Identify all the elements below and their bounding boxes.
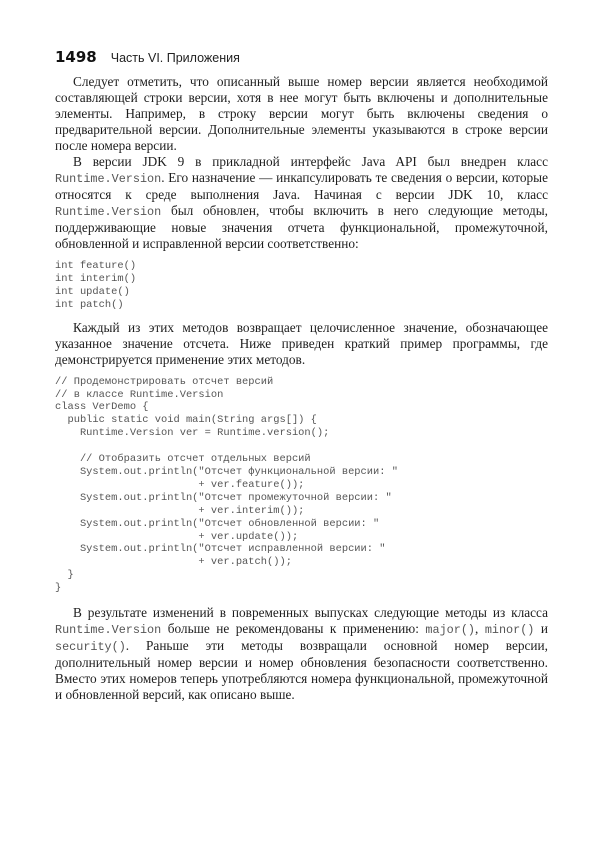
paragraph-runtime-version [55, 154, 548, 252]
text-run: больше не рекомендованы к применению: [161, 621, 426, 637]
text-run: и [534, 621, 548, 637]
paragraph-deprecated-methods [55, 605, 548, 703]
text-run: . Его назначение — инкапсулировать те сведения о версии, которые относятся к среде выполнения Java. Начиная с версии JDK 10, класс [55, 170, 548, 202]
text-run: В версии JDK 9 в прикладной интерфейс Java API был внедрен класс [73, 154, 548, 169]
page-number: 1498 [55, 48, 97, 66]
code-inline: security() [55, 640, 126, 655]
paragraph-version-elements: Следует отметить, что описанный выше номер версии является необходимой составляющей строки версии, хотя в нее могут быть включены и дополнительные элементы. Например, в строку версии могут быть включены сведения о предварительной версии. Дополнительные элементы указываются в строке версии после номера версии. [55, 74, 548, 153]
text-run: В результате изменений в повременных выпусках следующие методы из класса [73, 605, 548, 621]
text-run: был обновлен, чтобы включить в него следующие методы, поддерживающие новые значения отчета функциональной, промежуточной, обновленной и исправленной версии соответственно: [55, 203, 548, 251]
page-body [55, 74, 548, 703]
running-header [55, 48, 240, 68]
code-inline: Runtime.Version [55, 172, 162, 186]
paragraph-methods-return: Каждый из этих методов возвращает целочисленное значение, обозначающее указанное значение отсчета. Ниже приведен краткий пример программы, где демонстрируется применение этих методов. [55, 319, 548, 367]
code-inline: Runtime.Version [55, 205, 162, 219]
code-listing-verdemo: // Продемонстрировать отсчет версий // в классе Runtime.Version class VerDemo { public static void main(String args[]) { Runtime.Version ver = Runtime.version(); // Отобразить отсчет отдельных версий System.out.println("Отсчет функциональной версии: " + ver.feature()); System.out.println("Отсчет промежуточной версии: " + ver.interim()); System.out.println("Отсчет обновленной версии: " + ver.update()); System.out.println("Отсчет исправленной версии: " + ver.patch()); } } [55, 375, 398, 595]
text-run: . Раньше эти методы возвращали основной номер версии, дополнительный номер версии и номер обновления безопасности соответственно. Вместо этих номеров теперь употребляются номера функциональной, промежуточной и обновленной версий, как описано выше. [55, 638, 548, 703]
part-title: Часть VI. Приложения [110, 51, 240, 65]
code-inline: Runtime.Version [55, 623, 162, 638]
code-listing-methods: int feature() int interim() int update() int patch() [55, 260, 137, 311]
code-inline: minor() [484, 623, 535, 638]
code-inline: major() [425, 623, 475, 638]
text-run: , [474, 621, 485, 637]
